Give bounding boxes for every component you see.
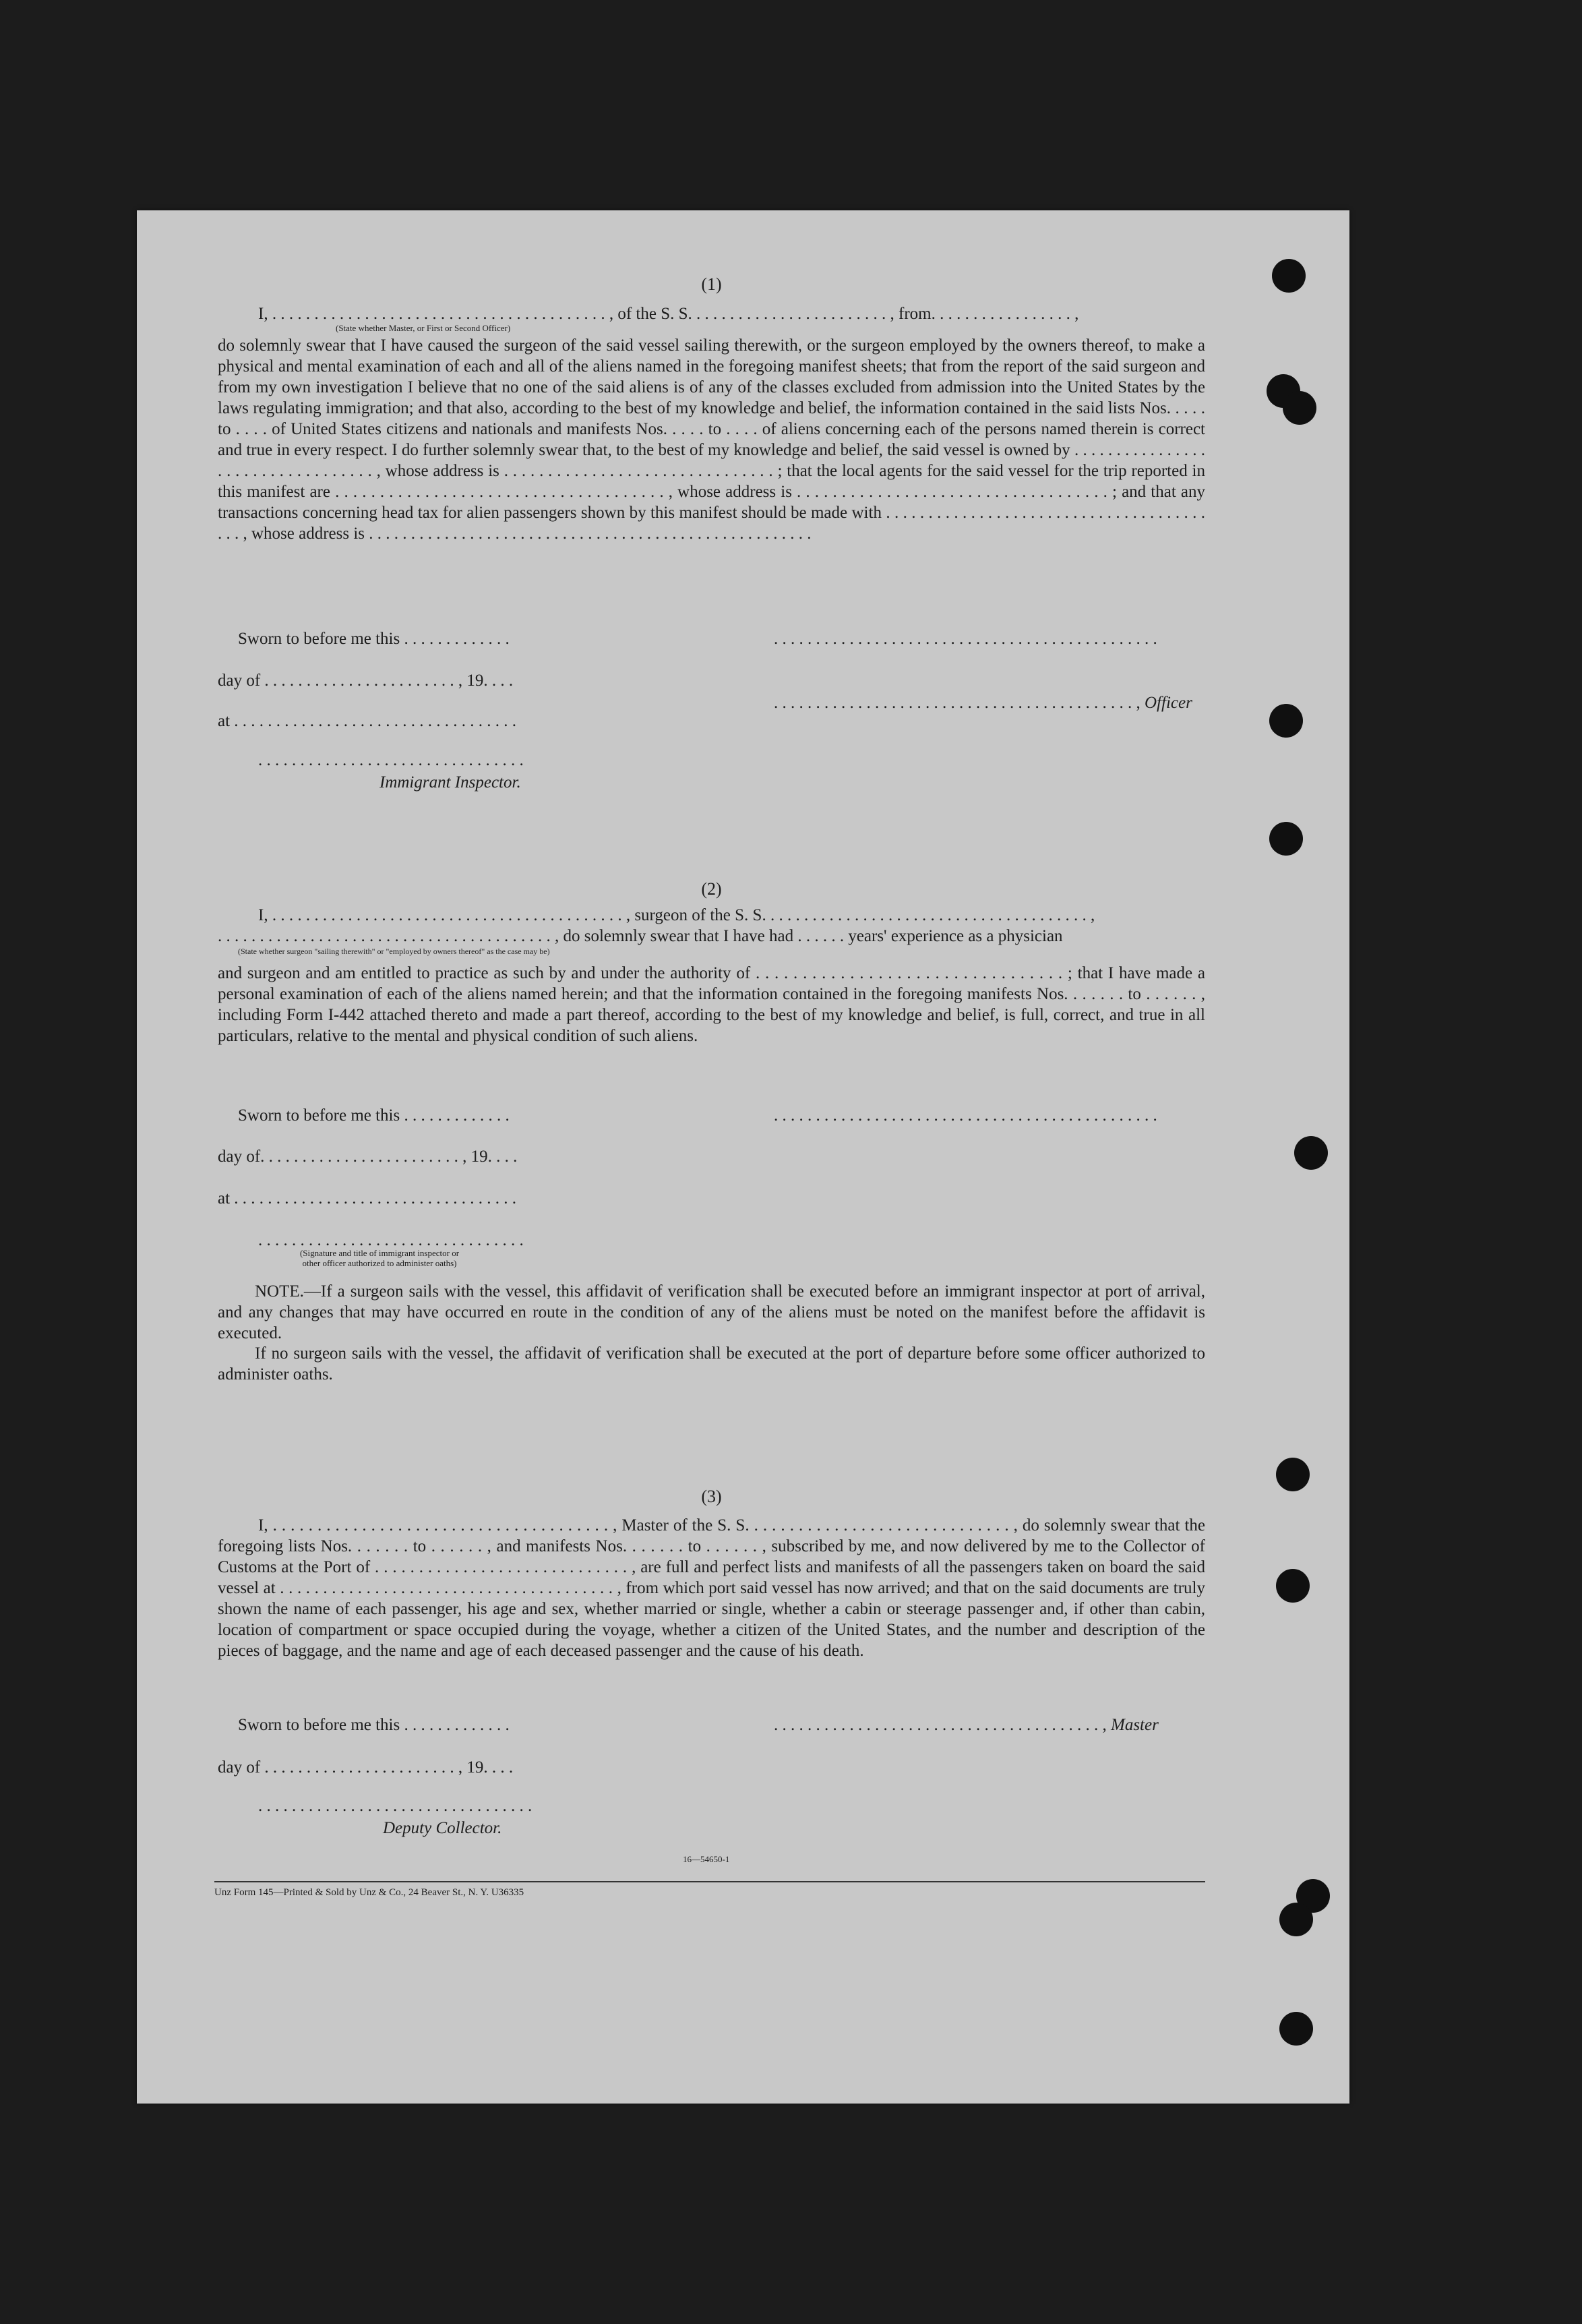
footer-divider [214, 1881, 1205, 1882]
punch-hole [1283, 391, 1316, 425]
section-number: (2) [701, 879, 722, 899]
punch-hole [1272, 259, 1306, 293]
punch-hole [1279, 2012, 1313, 2046]
sworn-line: Sworn to before me this . . . . . . . . . . . . . [238, 1716, 510, 1734]
officer-signature-dots: . . . . . . . . . . . . . . . . . . . . . . . . . . . . . . . . . . . . . . . . . . . , [774, 694, 1145, 712]
punch-hole [1269, 822, 1303, 856]
punch-hole [1276, 1569, 1310, 1603]
collector-label: Deputy Collector. [383, 1819, 502, 1837]
officer-signature [774, 694, 1192, 713]
punch-hole [1294, 1136, 1328, 1170]
sworn-line: Sworn to before me this . . . . . . . . . . . . . [238, 630, 510, 648]
note-paragraph-2: If no surgeon sails with the vessel, the affidavit of verification shall be executed at the port of departure before some officer authorized to administer oaths. [218, 1344, 1205, 1383]
surgeon-status-note: (State whether surgeon "sailing therewith" or "employed by owners thereof" as the case may be) [238, 947, 550, 956]
sworn-line: Sworn to before me this . . . . . . . . . . . . . [238, 1106, 510, 1125]
master-declaration-line: I, . . . . . . . . . . . . . . . . . . . . . . . . . . . . . . . . . . . . . . . . , of the S. S. . . . . . . . . . . . . . . . . . . . . . . . , from. . . . . . . . . . . . . . . . . , [258, 305, 1079, 323]
day-of-line: day of . . . . . . . . . . . . . . . . . . . . . . . , 19. . . . [218, 1758, 514, 1777]
at-line: at . . . . . . . . . . . . . . . . . . . . . . . . . . . . . . . . . . [218, 712, 517, 730]
master-signature-dots: . . . . . . . . . . . . . . . . . . . . . . . . . . . . . . . . . . . . . . . , [774, 1716, 1111, 1734]
officer-label: Officer [1145, 694, 1192, 712]
surgeon-status-line: . . . . . . . . . . . . . . . . . . . . . . . . . . . . . . . . . . . . . . . . , do solemnly swear that I have had . . . . . . years' experience as a physician [218, 927, 1063, 945]
rank-note: (State whether Master, or First or Second Officer) [336, 323, 511, 333]
surgeon-declaration-line: I, . . . . . . . . . . . . . . . . . . . . . . . . . . . . . . . . . . . . . . . . . . , surgeon of the S. S. . . . . . . . . . . . . . . . . . . . . . . . . . . . . . . . . . . . . . . , [258, 906, 1095, 924]
punch-hole [1276, 1458, 1310, 1491]
section-number: (1) [701, 274, 722, 294]
inspector-note: (Signature and title of immigrant inspector or other officer authorized to administer oaths) [299, 1248, 460, 1268]
master-label: Master [1111, 1716, 1159, 1734]
section-number: (3) [701, 1487, 722, 1506]
surgeon-body-text: and surgeon and am entitled to practice as such by and under the authority of . . . . . . . . . . . . . . . . . . . . . . . . . . . . . . . . . ; that I have made a personal examination of each of the aliens named herein; and that the information contained in the foregoing manifests Nos. . . . . . . to . . . . . . , including Form I-442 attached thereto and made a part thereof, according to the best of my knowledge and belief, is full, correct, and true in all particulars, relative to the mental and physical condition of such aliens. [218, 964, 1205, 1045]
physician-signature-line: . . . . . . . . . . . . . . . . . . . . . . . . . . . . . . . . . . . . . . . . . . . . . . [774, 1106, 1157, 1125]
oath-body-text: do solemnly swear that I have caused the surgeon of the said vessel sailing therewith, or the surgeon employed by the owners thereof, to make a physical and mental examination of each and all of the aliens named in the foregoing manifest sheets; that from the report of the said surgeon and from my own investigation I believe that no one of the said aliens is of any of the classes excluded from admission into the United States by the laws regulating immigration; and that also, according to the best of my knowledge and belief, the information contained in the said lists Nos. . . . . to . . . . of United States citizens and nationals and manifests Nos. . . . . to . . . . of aliens concerning each of the persons named therein is correct and true in every respect. I do further solemnly swear that, to the best of my knowledge and belief, the said vessel is owned by . . . . . . . . . . . . . . . . . . . . . . . . . . . . . . . . . . , whose address is . . . . . . . . . . . . . . . . . . . . . . . . . . . . . . . ; that the local agents for the said vessel for the trip reported in this manifest are . . . . . . . . . . . . . . . . . . . . . . . . . . . . . . . . . . . . . , whose address is . . . . . . . . . . . . . . . . . . . . . . . . . . . . . . . . . . . ; and that any transactions concerning head tax for alien passengers shown by this manifest should be made with . . . . . . . . . . . . . . . . . . . . . . . . . . . . . . . . . . . . . . . . . , whose address is . . . . . . . . . . . . . . . . . . . . . . . . . . . . . . . . . . . . . . . . . . . . . . . . . . . . . [218, 336, 1205, 543]
punch-hole [1269, 704, 1303, 738]
note-paragraph: NOTE.—If a surgeon sails with the vessel, this affidavit of verification shall be executed before an immigrant inspector at port of arrival, and any changes that may have occurred en route in the condition of any of the aliens must be noted on the manifest before the affidavit is executed. [218, 1282, 1205, 1342]
day-of-line: day of. . . . . . . . . . . . . . . . . . . . . . . . , 19. . . . [218, 1148, 518, 1166]
officer-dots-line: . . . . . . . . . . . . . . . . . . . . . . . . . . . . . . . . . . . . . . . . . . . . . . [774, 630, 1157, 648]
master-signature [774, 1716, 1159, 1735]
printer-footer: Unz Form 145—Printed & Sold by Unz & Co., 24 Beaver St., N. Y. U36335 [214, 1887, 524, 1898]
document-page [137, 210, 1349, 2104]
at-line: at . . . . . . . . . . . . . . . . . . . . . . . . . . . . . . . . . . [218, 1189, 517, 1208]
inspector-label: Immigrant Inspector. [379, 773, 521, 792]
day-of-line: day of . . . . . . . . . . . . . . . . . . . . . . . , 19. . . . [218, 672, 514, 690]
inspector-signature-line: . . . . . . . . . . . . . . . . . . . . . . . . . . . . . . . . [258, 751, 524, 769]
punch-hole [1279, 1903, 1313, 1936]
collector-signature-line: . . . . . . . . . . . . . . . . . . . . . . . . . . . . . . . . . [258, 1797, 533, 1815]
form-number: 16—54650-1 [683, 1854, 730, 1864]
master-body-text: I, . . . . . . . . . . . . . . . . . . . . . . . . . . . . . . . . . . . . . . , Master of the S. S. . . . . . . . . . . . . . . . . . . . . . . . . . . . . . , do solemnly swear that the foregoing lists Nos. . . . . . . to . . . . . . , and manifests Nos. . . . . . . to . . . . . . , subscribed by me, and now delivered by me to the Collector of Customs at the Port of . . . . . . . . . . . . . . . . . . . . . . . . . . . . . , are full and perfect lists and manifests of all the passengers taken on board the said vessel at . . . . . . . . . . . . . . . . . . . . . . . . . . . . . . . . . . . . . . . , from which port said vessel has now arrived; and that on the said documents are truly shown the name of each passenger, his age and sex, whether married or single, whether a cabin or steerage passenger and, if other than cabin, location of compartment or space occupied during the voyage, whether a citizen of the United States, and the number and description of the pieces of baggage, and the name and age of each deceased passenger and the cause of his death. [218, 1516, 1205, 1660]
inspector-signature-line: . . . . . . . . . . . . . . . . . . . . . . . . . . . . . . . . [258, 1231, 524, 1249]
